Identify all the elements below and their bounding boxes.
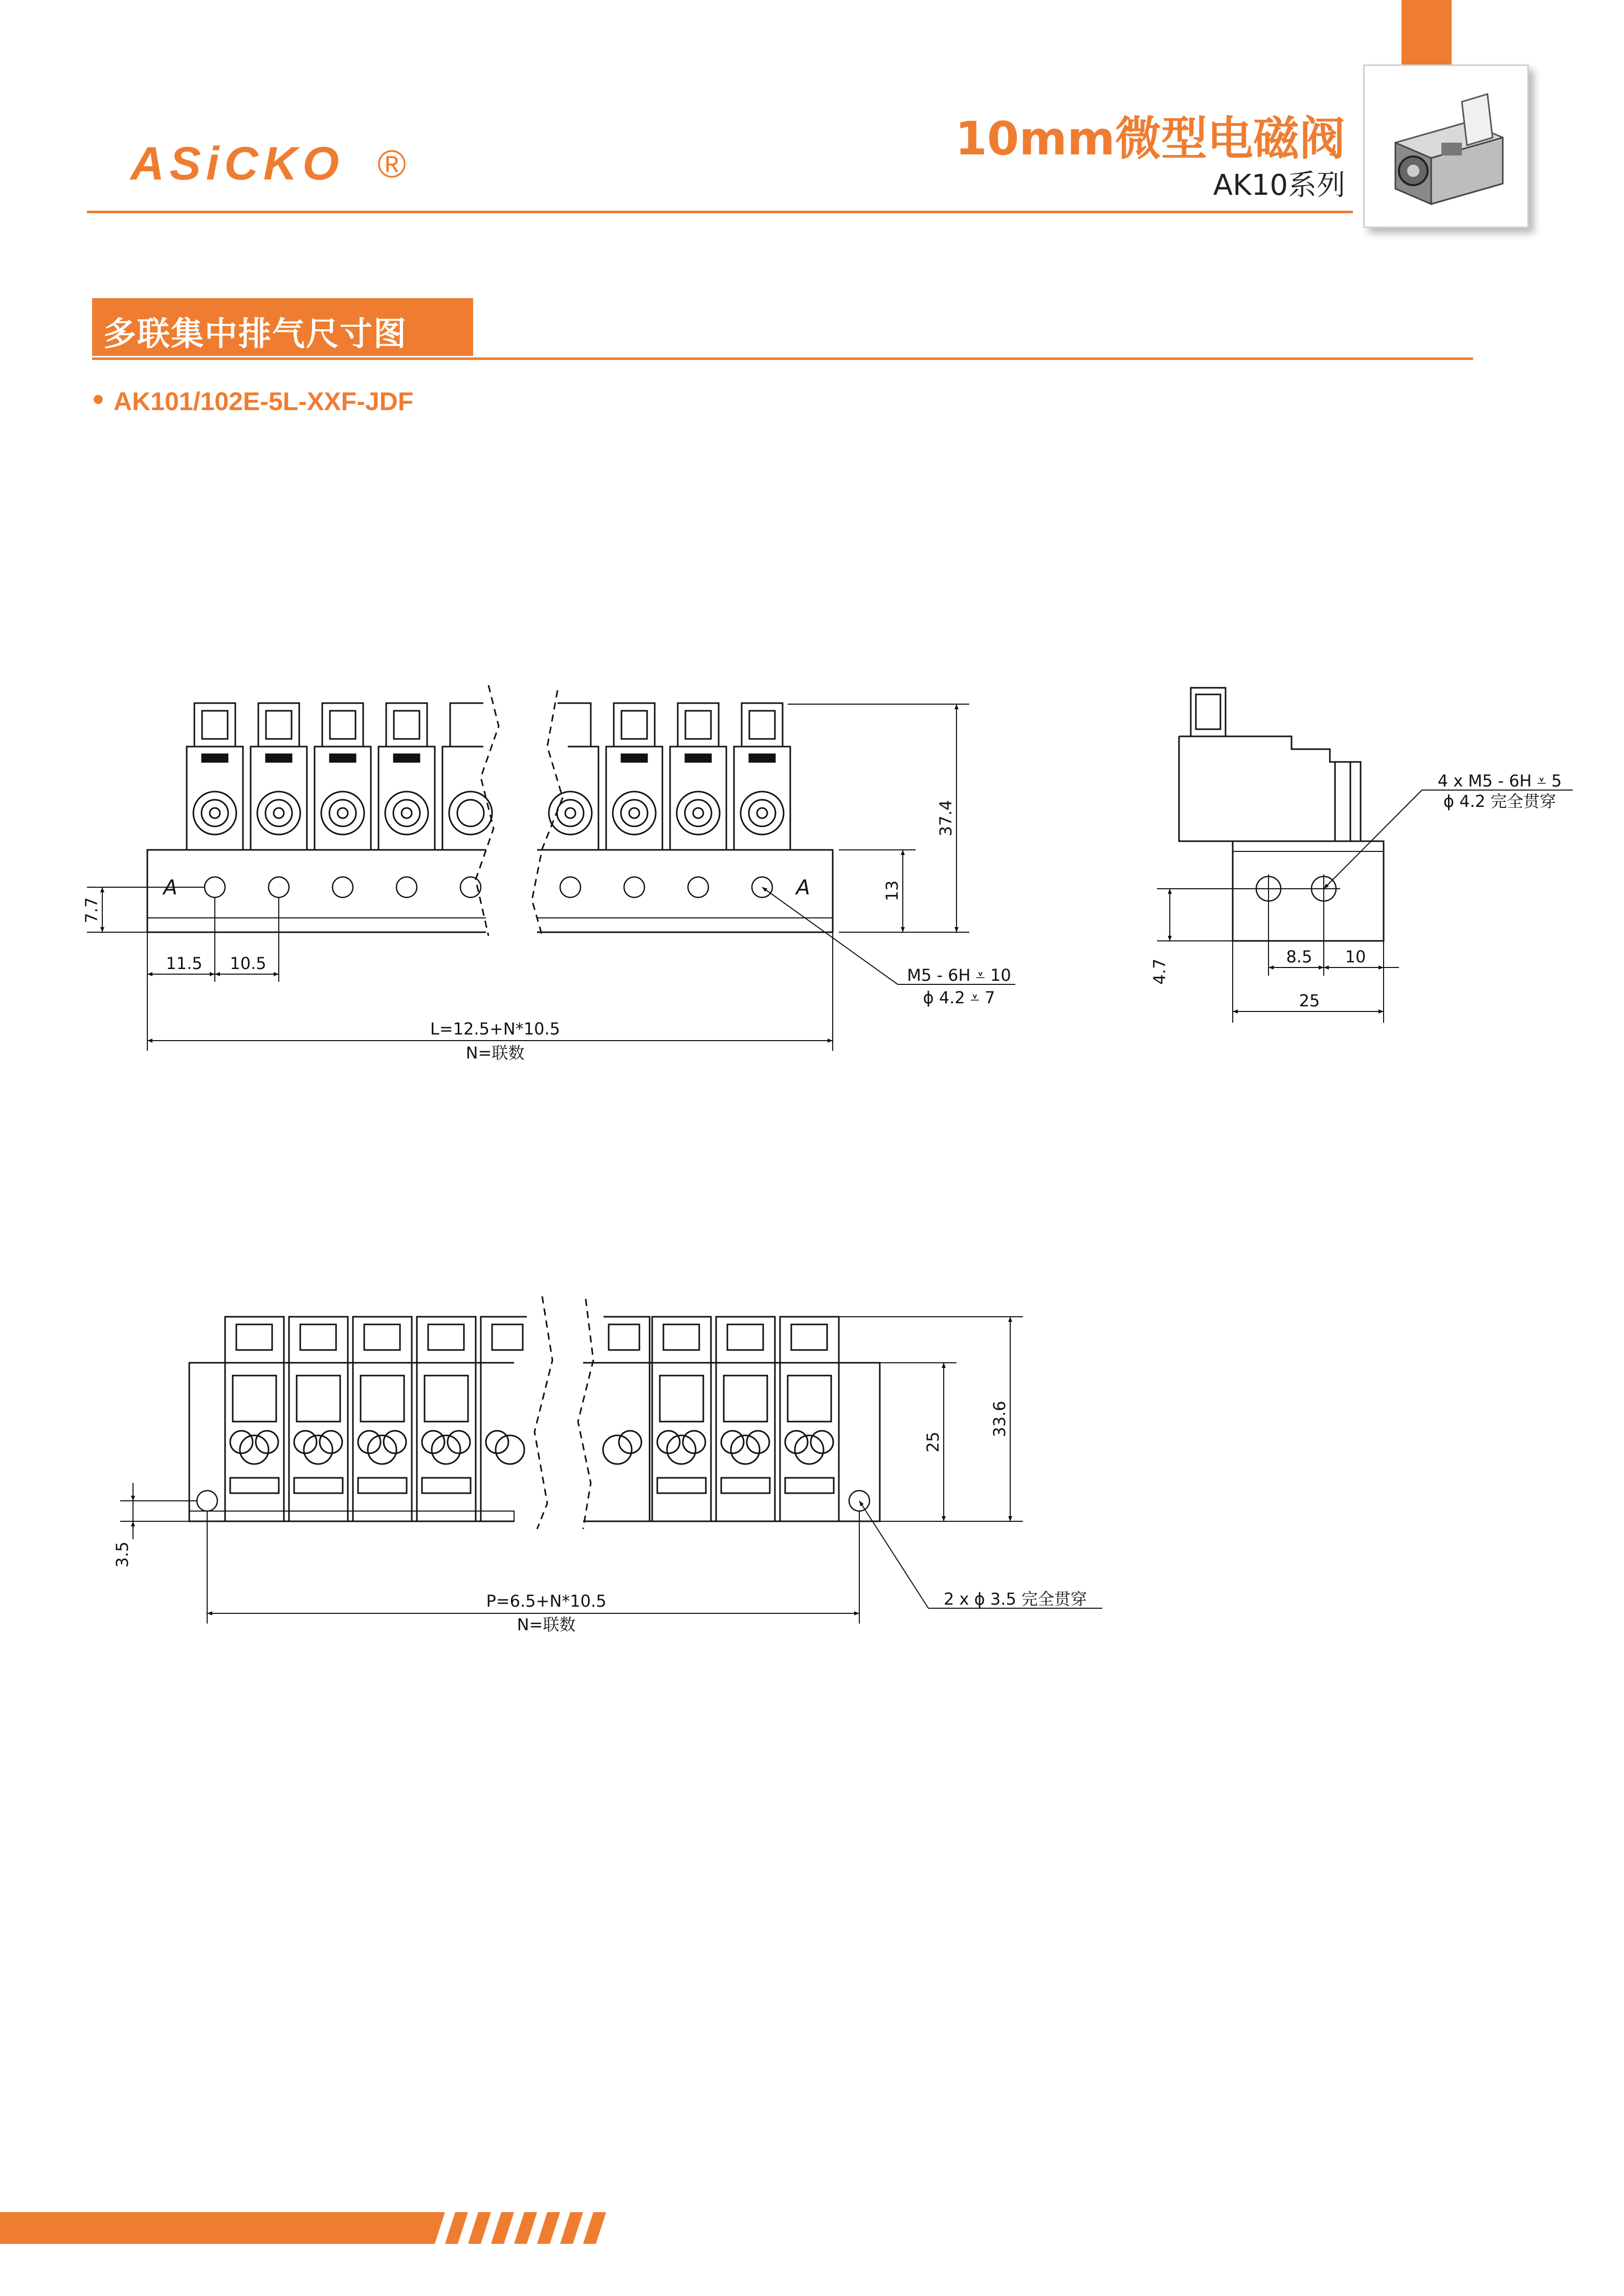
dim-pitch: 10.5 <box>230 954 266 973</box>
footer-stripes <box>425 2212 609 2244</box>
top-modules-right <box>598 1317 839 1521</box>
valve-modules-left <box>187 703 492 850</box>
top-view <box>120 1296 1102 1624</box>
units-note-front: N=联数 <box>465 1043 525 1063</box>
dim-hole-spacing: 8.5 <box>1286 947 1312 966</box>
dim-top-height: 25 <box>923 1431 943 1453</box>
dim-hole-height: 4.7 <box>1150 958 1169 985</box>
brand-logo: ASiCKO <box>130 138 344 190</box>
bullet: • <box>90 386 106 415</box>
valve-modules-right <box>549 703 790 850</box>
top-modules-left <box>225 1317 527 1521</box>
dim-height-total: 37.4 <box>936 800 955 837</box>
mount-hole-spec: 2 x ϕ 3.5 完全贯穿 <box>944 1589 1087 1609</box>
dim-edge-offset: 10 <box>1345 947 1366 966</box>
top-break-left <box>535 1296 552 1529</box>
registered-mark: ® <box>377 143 406 186</box>
port-label-left: A <box>163 876 177 899</box>
port-thread-spec: M5 - 6H ⩡ 10 <box>907 965 1011 985</box>
front-base-left <box>147 850 486 932</box>
section-title: 多联集中排气尺寸图 <box>103 316 407 353</box>
dim-width: 25 <box>1299 991 1320 1010</box>
front-ports <box>205 877 772 897</box>
model-number: AK101/102E-5L-XXF-JDF <box>114 387 414 416</box>
footer-bar <box>0 2212 425 2244</box>
dim-top-height-total: 33.6 <box>990 1401 1009 1437</box>
dim-first-pitch: 11.5 <box>166 954 203 973</box>
top-break-right <box>578 1299 593 1529</box>
side-view <box>1157 688 1573 1023</box>
units-note-top: N=联数 <box>517 1615 576 1634</box>
front-view <box>87 685 1015 1051</box>
side-thread-spec: 4 x M5 - 6H ⩡ 5 <box>1437 771 1562 791</box>
length-formula: L=12.5+N*10.5 <box>430 1019 560 1039</box>
page-title: 10mm微型电磁阀 <box>955 112 1345 166</box>
break-line-right <box>532 690 563 936</box>
dim-port-height: 7.7 <box>82 897 101 924</box>
port-drill-spec: ϕ 4.2 ⩡ 7 <box>923 988 995 1007</box>
side-drill-spec: ϕ 4.2 完全贯穿 <box>1443 792 1556 811</box>
dim-hole-offset: 3.5 <box>113 1541 132 1568</box>
front-base-right <box>537 850 833 932</box>
port-label-right: A <box>796 876 810 899</box>
mount-hole-left <box>197 1491 217 1511</box>
break-line-left <box>476 685 499 936</box>
series-subtitle: AK10系列 <box>1213 169 1345 202</box>
dim-base-height: 13 <box>882 880 902 902</box>
pitch-formula: P=6.5+N*10.5 <box>486 1591 607 1611</box>
